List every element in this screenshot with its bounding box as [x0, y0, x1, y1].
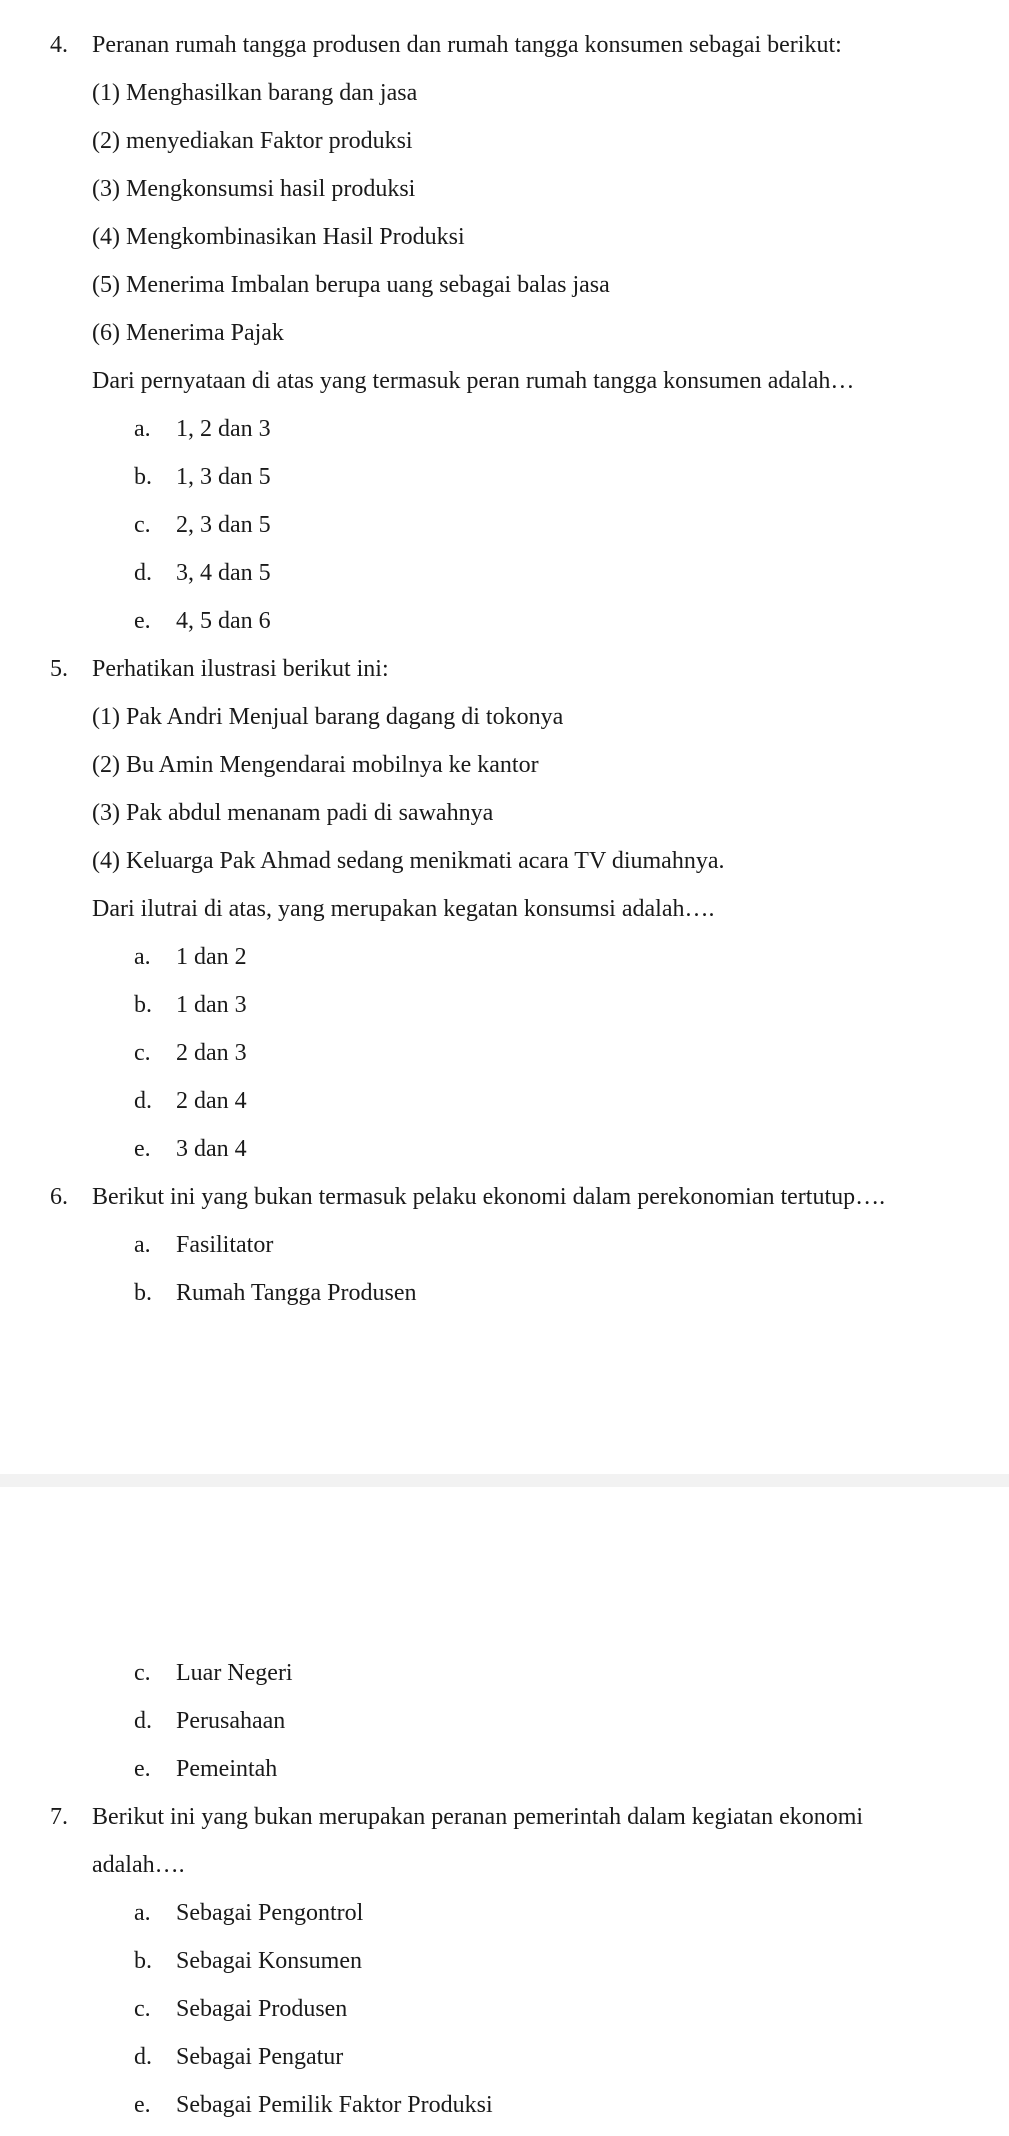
option-label: c.	[134, 512, 151, 538]
question-number: 4.	[50, 32, 68, 58]
statement: (4) Mengkombinasikan Hasil Produksi	[92, 224, 465, 250]
question-number: 7.	[50, 1804, 68, 1830]
option-label: a.	[134, 1900, 151, 1926]
option-text: Fasilitator	[176, 1232, 274, 1258]
option-label: e.	[134, 608, 151, 634]
option-label: e.	[134, 1756, 151, 1782]
option-text: 3 dan 4	[176, 1136, 247, 1162]
option-text: 2 dan 3	[176, 1040, 247, 1066]
statement: (2) Bu Amin Mengendarai mobilnya ke kantor	[92, 752, 539, 778]
statement: (2) menyediakan Faktor produksi	[92, 128, 413, 154]
question-prompt: Dari pernyataan di atas yang termasuk peran rumah tangga konsumen adalah…	[92, 368, 855, 394]
option-label: c.	[134, 1040, 151, 1066]
option-label: a.	[134, 1232, 151, 1258]
option-text: 1 dan 3	[176, 992, 247, 1018]
statement: (5) Menerima Imbalan berupa uang sebagai balas jasa	[92, 272, 610, 298]
option-label: b.	[134, 464, 152, 490]
option-label: d.	[134, 1708, 152, 1734]
option-label: e.	[134, 2092, 151, 2118]
option-text: Sebagai Produsen	[176, 1996, 348, 2022]
option-text: 3, 4 dan 5	[176, 560, 271, 586]
option-text: Pemeintah	[176, 1756, 278, 1782]
statement: (1) Pak Andri Menjual barang dagang di tokonya	[92, 704, 564, 730]
option-label: a.	[134, 944, 151, 970]
option-label: b.	[134, 992, 152, 1018]
statement: (1) Menghasilkan barang dan jasa	[92, 80, 418, 106]
option-text: 1 dan 2	[176, 944, 247, 970]
option-text: Rumah Tangga Produsen	[176, 1280, 417, 1306]
question-number: 5.	[50, 656, 68, 682]
option-label: d.	[134, 2044, 152, 2070]
option-text: 2, 3 dan 5	[176, 512, 271, 538]
question-text: Peranan rumah tangga produsen dan rumah tangga konsumen sebagai berikut:	[92, 32, 842, 58]
option-label: c.	[134, 1996, 151, 2022]
option-text: Sebagai Pemilik Faktor Produksi	[176, 2092, 493, 2118]
option-text: 4, 5 dan 6	[176, 608, 271, 634]
option-label: b.	[134, 1948, 152, 1974]
option-text: Luar Negeri	[176, 1660, 293, 1686]
page-break-separator	[0, 1474, 1009, 1487]
option-label: a.	[134, 416, 151, 442]
option-label: e.	[134, 1136, 151, 1162]
option-text: 1, 2 dan 3	[176, 416, 271, 442]
question-text: Perhatikan ilustrasi berikut ini:	[92, 656, 389, 682]
statement: (3) Mengkonsumsi hasil produksi	[92, 176, 416, 202]
question-number: 6.	[50, 1184, 68, 1210]
option-label: c.	[134, 1660, 151, 1686]
statement: (6) Menerima Pajak	[92, 320, 284, 346]
option-label: b.	[134, 1280, 152, 1306]
option-label: d.	[134, 1088, 152, 1114]
question-text-continuation: adalah….	[92, 1852, 185, 1878]
option-text: Perusahaan	[176, 1708, 286, 1734]
statement: (4) Keluarga Pak Ahmad sedang menikmati acara TV diumahnya.	[92, 848, 725, 874]
option-text: 2 dan 4	[176, 1088, 247, 1114]
option-text: Sebagai Pengontrol	[176, 1900, 364, 1926]
question-text: Berikut ini yang bukan merupakan peranan pemerintah dalam kegiatan ekonomi	[92, 1804, 864, 1830]
option-text: Sebagai Konsumen	[176, 1948, 362, 1974]
question-text: Berikut ini yang bukan termasuk pelaku ekonomi dalam perekonomian tertutup….	[92, 1184, 886, 1210]
question-prompt: Dari ilutrai di atas, yang merupakan kegatan konsumsi adalah….	[92, 896, 715, 922]
statement: (3) Pak abdul menanam padi di sawahnya	[92, 800, 494, 826]
option-text: 1, 3 dan 5	[176, 464, 271, 490]
option-label: d.	[134, 560, 152, 586]
option-text: Sebagai Pengatur	[176, 2044, 344, 2070]
